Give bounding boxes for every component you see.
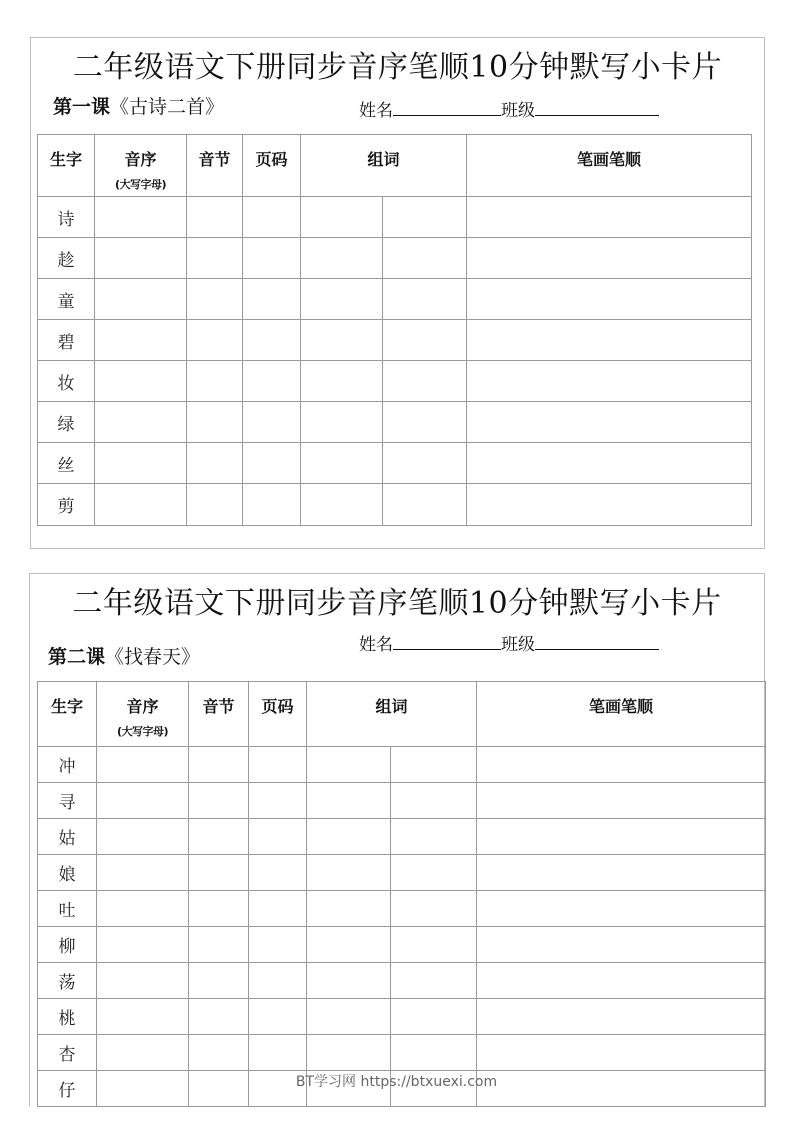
header-order-label: 音序 [124,150,157,169]
strokes-cell[interactable] [477,747,766,783]
word-cell-1[interactable] [301,238,383,279]
character-cell: 剪 [38,484,95,526]
syllable-cell[interactable] [187,279,243,320]
word-cell-1[interactable] [307,819,391,855]
character-cell: 妆 [38,361,95,402]
page-cell[interactable] [243,443,301,484]
character-cell: 姑 [38,819,97,855]
character-cell: 柳 [38,927,97,963]
order-cell[interactable] [95,361,187,402]
word-cell-1[interactable] [307,855,391,891]
syllable-cell[interactable] [187,197,243,238]
page-cell[interactable] [243,197,301,238]
word-cell-2[interactable] [383,197,467,238]
syllable-cell[interactable] [187,402,243,443]
page-cell[interactable] [243,402,301,443]
character-cell: 丝 [38,443,95,484]
page-cell[interactable] [249,963,307,999]
lesson-heading [48,642,200,669]
header-syllable: 音节 [187,135,243,197]
word-cell-1[interactable] [307,927,391,963]
word-cell-1[interactable] [301,279,383,320]
table-row [38,999,766,1035]
syllable-cell[interactable] [189,999,249,1035]
header-page: 页码 [243,135,301,197]
strokes-cell[interactable] [467,279,752,320]
page-cell[interactable] [243,279,301,320]
order-cell[interactable] [95,484,187,526]
word-cell-2[interactable] [383,443,467,484]
character-cell: 冲 [38,747,97,783]
table-row [38,819,766,855]
syllable-cell[interactable] [189,963,249,999]
word-cell-2[interactable] [383,238,467,279]
table-row [38,361,752,402]
word-cell-1[interactable] [301,197,383,238]
character-cell: 桃 [38,999,97,1035]
syllable-cell[interactable] [187,238,243,279]
character-cell: 趁 [38,238,95,279]
word-cell-1[interactable] [307,1035,391,1071]
character-cell: 诗 [38,197,95,238]
strokes-cell[interactable] [467,402,752,443]
table-row [38,783,766,819]
syllable-cell[interactable] [189,855,249,891]
strokes-cell[interactable] [477,819,766,855]
order-cell[interactable] [97,963,189,999]
header-order-label: 音序 [126,697,159,716]
syllable-cell[interactable] [189,927,249,963]
header-words: 组词 [301,135,467,197]
header-syllable: 音节 [189,682,249,747]
character-cell: 荡 [38,963,97,999]
dictation-card-2 [29,573,765,1107]
header-char: 生字 [38,682,97,747]
word-cell-2[interactable] [391,891,477,927]
header-order-sub: (大写字母) [116,725,169,738]
character-cell: 寻 [38,783,97,819]
class-label: 班级 [501,101,535,121]
character-cell: 吐 [38,891,97,927]
character-cell: 杏 [38,1035,97,1071]
lesson-number: 第二课 [48,646,106,668]
watermark: BT学习网 https://btxuexi.com [295,1074,498,1090]
order-cell[interactable] [97,999,189,1035]
dictation-card-1 [30,37,765,549]
word-cell-2[interactable] [383,279,467,320]
page-cell[interactable] [249,747,307,783]
syllable-cell[interactable] [189,783,249,819]
page-cell[interactable] [249,999,307,1035]
lesson-name: 《古诗二首》 [110,96,225,118]
word-cell-2[interactable] [391,999,477,1035]
table-row [38,484,752,526]
word-cell-1[interactable] [307,999,391,1035]
word-cell-1[interactable] [307,783,391,819]
table-row [38,320,752,361]
lesson-heading [53,92,224,119]
header-strokes: 笔画笔顺 [467,135,752,197]
card-title: 二年级语文下册同步音序笔顺10分钟默写小卡片 [72,586,722,621]
word-cell-2[interactable] [391,1035,477,1071]
page-cell[interactable] [249,927,307,963]
page-cell[interactable] [243,361,301,402]
word-cell-1[interactable] [301,484,383,526]
word-cell-1[interactable] [301,443,383,484]
order-cell[interactable] [97,747,189,783]
header-row [38,135,752,197]
header-char: 生字 [38,135,95,197]
syllable-cell[interactable] [187,443,243,484]
order-cell[interactable] [95,197,187,238]
table-row [38,279,752,320]
strokes-cell[interactable] [467,361,752,402]
header-order [97,682,189,747]
page-cell[interactable] [243,484,301,526]
card-title: 二年级语文下册同步音序笔顺10分钟默写小卡片 [72,50,723,85]
class-blank[interactable] [535,648,659,650]
character-cell: 仔 [38,1071,97,1107]
page-cell[interactable] [243,320,301,361]
syllable-cell[interactable] [187,361,243,402]
page-cell[interactable] [249,783,307,819]
strokes-cell[interactable] [477,1035,766,1071]
order-cell[interactable] [97,819,189,855]
student-info [359,630,659,655]
header-row [38,682,766,747]
order-cell[interactable] [95,402,187,443]
order-cell[interactable] [95,279,187,320]
word-cell-2[interactable] [391,747,477,783]
strokes-cell[interactable] [477,891,766,927]
word-cell-2[interactable] [391,783,477,819]
page-cell[interactable] [249,855,307,891]
word-cell-2[interactable] [383,361,467,402]
table-row [38,891,766,927]
order-cell[interactable] [97,1035,189,1071]
page-cell[interactable] [249,891,307,927]
syllable-cell[interactable] [189,747,249,783]
name-label: 姓名 [359,101,393,121]
strokes-cell[interactable] [467,320,752,361]
word-cell-2[interactable] [383,484,467,526]
name-label: 姓名 [359,635,393,655]
header-page: 页码 [249,682,307,747]
word-cell-1[interactable] [301,361,383,402]
character-cell: 绿 [38,402,95,443]
lesson-name: 《找春天》 [105,646,201,668]
student-info [359,96,659,121]
table-row [38,963,766,999]
order-cell[interactable] [95,320,187,361]
strokes-cell[interactable] [477,783,766,819]
dictation-table [37,681,766,1107]
table-row [38,855,766,891]
strokes-cell[interactable] [467,484,752,526]
page-cell[interactable] [249,819,307,855]
word-cell-1[interactable] [301,402,383,443]
strokes-cell[interactable] [477,963,766,999]
character-cell: 童 [38,279,95,320]
strokes-cell[interactable] [477,927,766,963]
table-row [38,747,766,783]
syllable-cell[interactable] [189,891,249,927]
strokes-cell[interactable] [477,999,766,1035]
order-cell[interactable] [97,891,189,927]
strokes-cell[interactable] [467,197,752,238]
syllable-cell[interactable] [187,484,243,526]
table-row [38,443,752,484]
character-cell: 碧 [38,320,95,361]
order-cell[interactable] [95,238,187,279]
syllable-cell[interactable] [189,819,249,855]
order-cell[interactable] [97,927,189,963]
character-cell: 娘 [38,855,97,891]
page-cell[interactable] [243,238,301,279]
strokes-cell[interactable] [477,855,766,891]
table-row [38,927,766,963]
order-cell[interactable] [97,783,189,819]
header-strokes: 笔画笔顺 [477,682,766,747]
word-cell-1[interactable] [301,320,383,361]
order-cell[interactable] [95,443,187,484]
strokes-cell[interactable] [467,238,752,279]
header-order-sub: (大写字母) [114,178,167,191]
name-blank[interactable] [393,114,501,116]
word-cell-2[interactable] [383,320,467,361]
word-cell-1[interactable] [307,747,391,783]
table-row [38,197,752,238]
table-row [38,238,752,279]
header-order [95,135,187,197]
word-cell-2[interactable] [391,927,477,963]
class-blank[interactable] [535,114,659,116]
word-cell-2[interactable] [391,963,477,999]
word-cell-1[interactable] [307,891,391,927]
word-cell-2[interactable] [391,855,477,891]
table-row [38,402,752,443]
dictation-table [37,134,752,526]
syllable-cell[interactable] [187,320,243,361]
word-cell-2[interactable] [391,819,477,855]
order-cell[interactable] [97,855,189,891]
syllable-cell[interactable] [189,1035,249,1071]
lesson-number: 第一课 [53,96,111,118]
page-cell[interactable] [249,1035,307,1071]
word-cell-2[interactable] [383,402,467,443]
class-label: 班级 [501,635,535,655]
name-blank[interactable] [393,648,501,650]
strokes-cell[interactable] [467,443,752,484]
word-cell-1[interactable] [307,963,391,999]
table-row [38,1035,766,1071]
header-words: 组词 [307,682,477,747]
